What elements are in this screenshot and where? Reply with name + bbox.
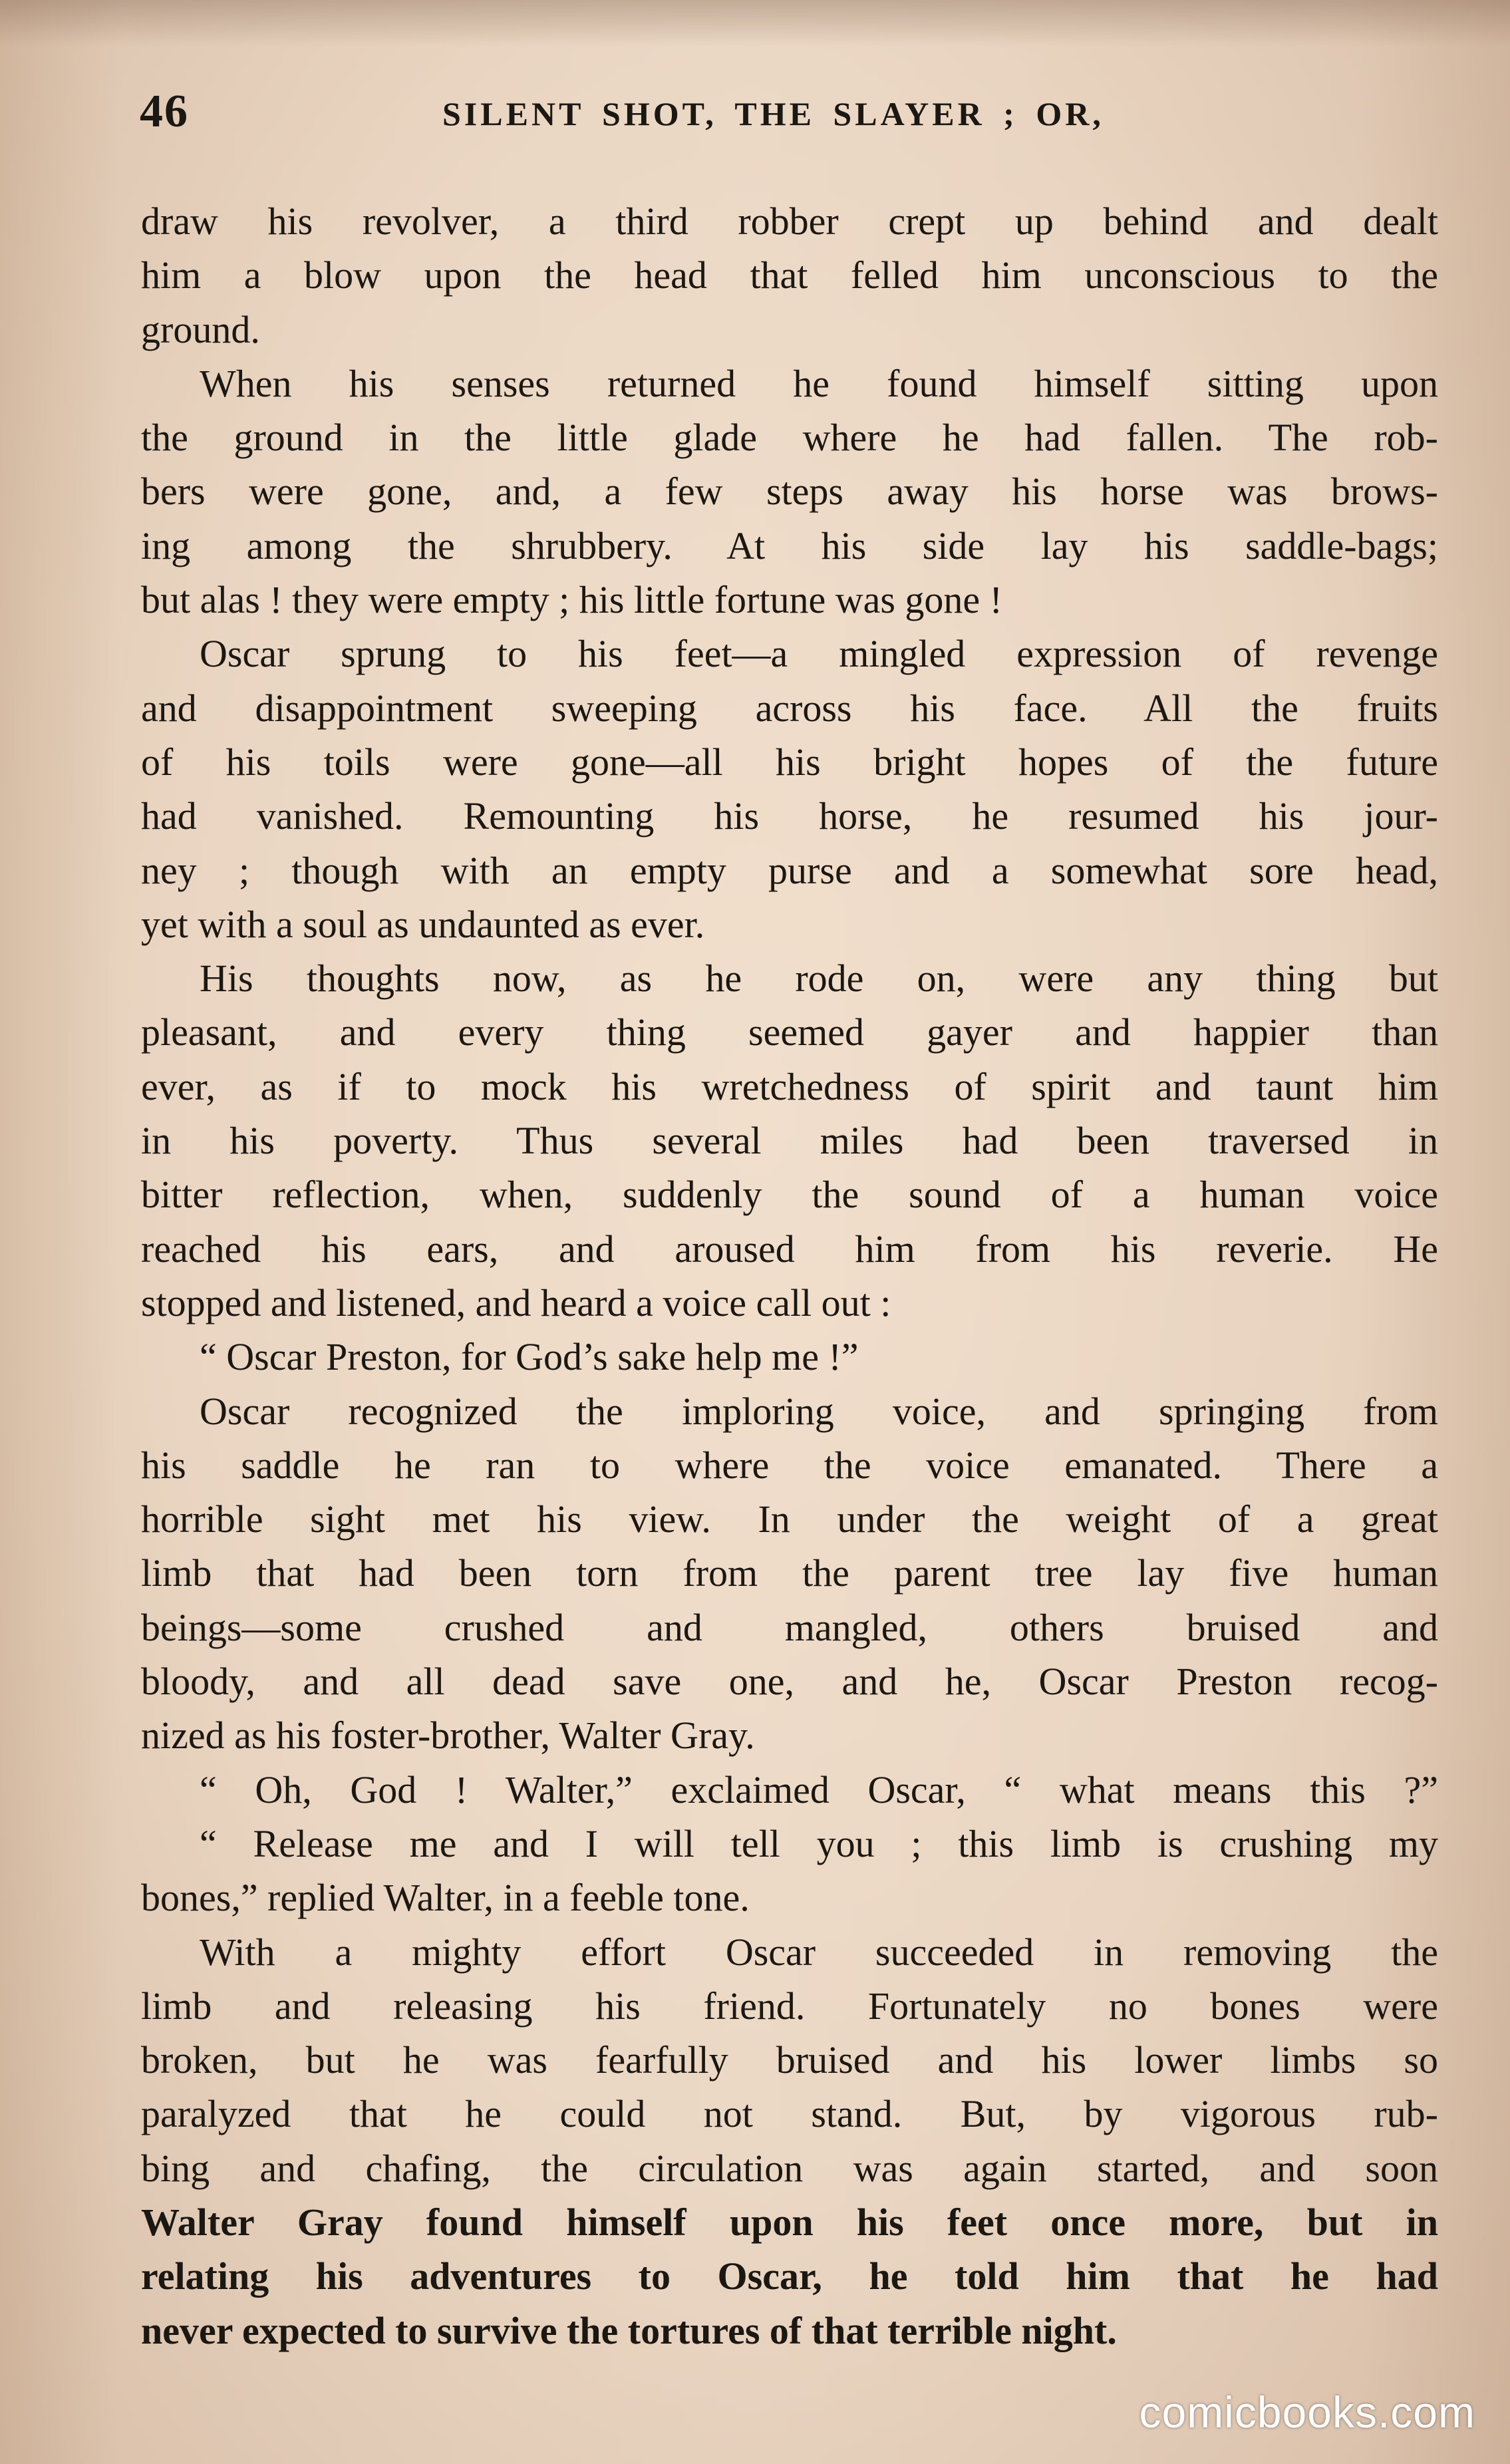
- text-line: bones,” replied Walter, in a feeble tone.: [141, 1876, 750, 1920]
- text-line: His thoughts now, as he rode on, were any thing but: [200, 957, 1438, 1001]
- text-line: nized as his foster-brother, Walter Gray.: [141, 1714, 755, 1758]
- text-line: but alas ! they were empty ; his little fortune was gone !: [141, 578, 1002, 622]
- text-line: ground.: [141, 307, 260, 351]
- text-line: bers were gone, and, a few steps away his horse was brows-: [141, 470, 1438, 514]
- text-line: Oscar recognized the imploring voice, and springing from: [200, 1389, 1438, 1433]
- page-header: [140, 85, 1437, 152]
- text-line: beings—some crushed and mangled, others bruised and: [141, 1605, 1438, 1649]
- text-line: “ Oscar Preston, for God’s sake help me !”: [200, 1335, 859, 1379]
- text-line: “ Oh, God ! Walter,” exclaimed Oscar, “ what means this ?”: [200, 1768, 1438, 1811]
- text-line: bitter reflection, when, suddenly the sound of a human voice: [141, 1173, 1438, 1217]
- text-line: “ Release me and I will tell you ; this limb is crushing my: [200, 1821, 1438, 1865]
- text-line: never expected to survive the tortures of that terrible night.: [141, 2308, 1117, 2352]
- text-line: ney ; though with an empty purse and a somewhat sore head,: [141, 848, 1438, 892]
- text-line: ing among the shrubbery. At his side lay his saddle-bags;: [141, 524, 1438, 567]
- text-line: his saddle he ran to where the voice emanated. There a: [141, 1443, 1438, 1487]
- text-line: With a mighty effort Oscar succeeded in removing the: [200, 1930, 1438, 1974]
- text-line: When his senses returned he found himself sitting upon: [200, 361, 1438, 405]
- text-line: and disappointment sweeping across his face. All the fruits: [141, 686, 1438, 730]
- text-line: Oscar sprung to his feet—a mingled expression of revenge: [200, 632, 1438, 676]
- text-line: draw his revolver, a third robber crept up behind and dealt: [141, 200, 1438, 243]
- text-line: him a blow upon the head that felled him unconscious to the: [141, 253, 1438, 297]
- text-line: limb and releasing his friend. Fortunately no bones were: [141, 1984, 1438, 2028]
- page-number: 46: [140, 86, 189, 137]
- text-line: bing and chafing, the circulation was again started, and soon: [141, 2146, 1438, 2190]
- text-line: reached his ears, and aroused him from his reverie. He: [141, 1227, 1438, 1271]
- text-line: Walter Gray found himself upon his feet once more, but in: [141, 2200, 1438, 2244]
- text-line: relating his adventures to Oscar, he told him that he had: [141, 2254, 1438, 2298]
- text-line: had vanished. Remounting his horse, he resumed his jour-: [141, 794, 1438, 838]
- watermark: comicbooks.com: [1139, 2387, 1475, 2437]
- text-line: stopped and listened, and heard a voice call out :: [141, 1281, 891, 1324]
- body-text: [141, 194, 1438, 2358]
- text-line: yet with a soul as undaunted as ever.: [141, 902, 705, 946]
- text-line: the ground in the little glade where he had fallen. The rob-: [141, 416, 1438, 460]
- text-line: bloody, and all dead save one, and he, Oscar Preston recog-: [141, 1660, 1438, 1704]
- running-head: SILENT SHOT, THE SLAYER ; OR,: [442, 95, 1104, 132]
- text-line: limb that had been torn from the parent tree lay five human: [141, 1551, 1438, 1595]
- text-line: of his toils were gone—all his bright hopes of the future: [141, 740, 1438, 784]
- text-line: pleasant, and every thing seemed gayer and happier than: [141, 1010, 1438, 1054]
- text-line: horrible sight met his view. In under the weight of a great: [141, 1497, 1438, 1541]
- text-line: ever, as if to mock his wretchedness of spirit and taunt him: [141, 1064, 1438, 1108]
- text-line: broken, but he was fearfully bruised and his lower limbs so: [141, 2038, 1438, 2082]
- page-top-shadow: [0, 0, 1510, 47]
- text-line: in his poverty. Thus several miles had been traversed in: [141, 1119, 1438, 1163]
- text-line: paralyzed that he could not stand. But, by vigorous rub-: [141, 2092, 1438, 2136]
